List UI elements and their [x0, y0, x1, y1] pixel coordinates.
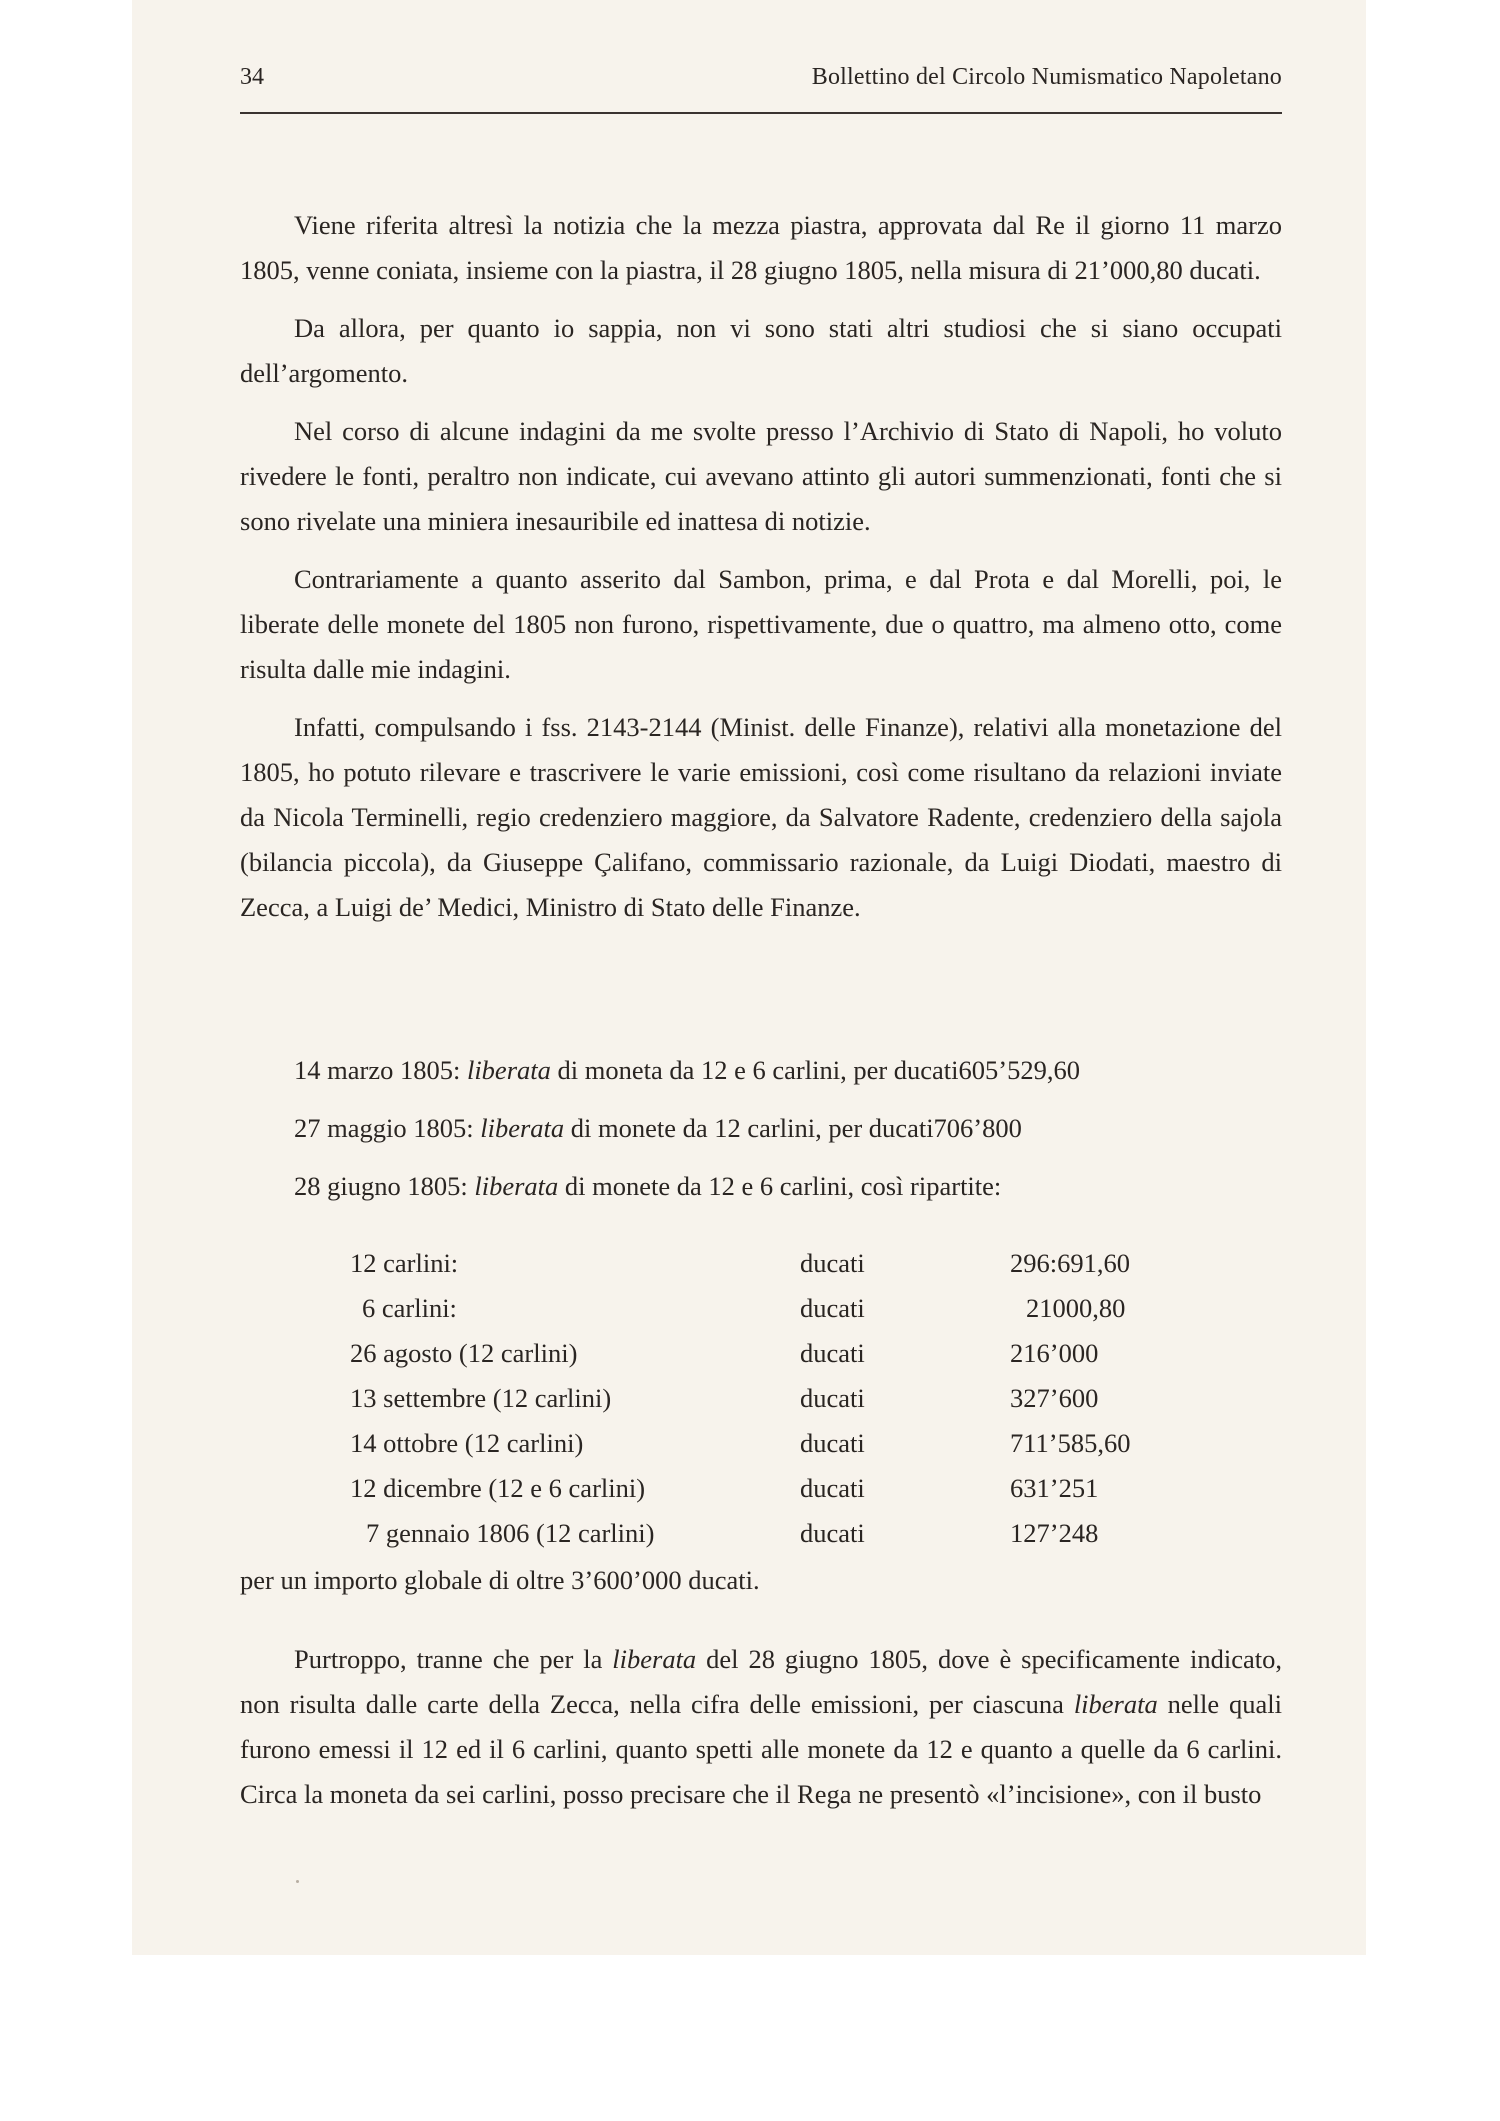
table-row [350, 1383, 1170, 1428]
row-currency: ducati [800, 1338, 865, 1368]
entry-text: di moneta da 12 e 6 carlini, per ducati605’529,60 [550, 1055, 1080, 1085]
liberata-entry [294, 1055, 1080, 1086]
table-row [350, 1428, 1170, 1473]
row-label: 26 agosto (12 carlini) [350, 1338, 578, 1368]
row-amount: 327’600 [1010, 1383, 1099, 1413]
running-title: Bollettino del Circolo Numismatico Napoletano [811, 64, 1282, 90]
entry-term: liberata [474, 1171, 559, 1201]
paragraph-5: Infatti, compulsando i fss. 2143-2144 (Minist. delle Finanze), relativi alla monetazione del 1805, ho potuto rilevare e trascrivere le varie emissioni, così come risultano da relazioni inviate da Nicola Terminelli, regio credenziero maggiore, da Salvatore Radente, credenziero della sajola (bilancia piccola), da Giuseppe Çalifano, commissario razionale, da Luigi Diodati, maestro di Zecca, a Luigi de’ Medici, Ministro di Stato delle Finanze. [240, 712, 1282, 922]
row-label: 6 carlini: [362, 1293, 457, 1323]
row-amount: 127’248 [1010, 1518, 1099, 1548]
text-run: nelle quali furono emessi il 12 ed il 6 carlini, quanto spetti alle monete da 12 e quanto a quelle da 6 carlini. Circa la moneta da sei carlini, posso precisare che il Rega ne presentò «l’incisione», con il busto [240, 1689, 1282, 1809]
entry-text: di monete da 12 carlini, per ducati706’800 [564, 1113, 1022, 1143]
row-label: 12 carlini: [350, 1248, 459, 1278]
row-label: 13 settembre (12 carlini) [350, 1383, 612, 1413]
row-currency: ducati [800, 1428, 865, 1458]
row-amount: 216’000 [1010, 1338, 1099, 1368]
entry-term: liberata [466, 1055, 551, 1085]
entry-date: 14 marzo 1805: [294, 1055, 461, 1085]
liberata-term: liberata [612, 1644, 697, 1674]
row-currency: ducati [800, 1248, 865, 1278]
entry-term: liberata [480, 1113, 565, 1143]
liberata-entry [294, 1113, 1022, 1144]
body-text-lower [240, 1637, 1282, 1817]
page-number: 34 [240, 64, 264, 90]
page-header [240, 62, 1282, 114]
row-label: 14 ottobre (12 carlini) [350, 1428, 584, 1458]
row-amount: 21000,80 [1026, 1293, 1126, 1323]
row-currency: ducati [800, 1473, 865, 1503]
text-run: Purtroppo, tranne che per la [294, 1644, 613, 1674]
row-currency: ducati [800, 1518, 865, 1548]
total-summary: per un importo globale di oltre 3’600’000 ducati. [240, 1565, 760, 1595]
row-currency: ducati [800, 1383, 865, 1413]
paragraph-final [240, 1637, 1282, 1817]
entry-date: 27 maggio 1805: [294, 1113, 474, 1143]
table-row [350, 1473, 1170, 1518]
row-amount: 296:691,60 [1010, 1248, 1130, 1278]
entry-text: di monete da 12 e 6 carlini, così ripartite: [558, 1171, 1002, 1201]
table-row [350, 1518, 1170, 1563]
text-run: del 28 giugno 1805, dove è specificamente indicato, non risulta dalle carte della Zecca, nella cifra delle emissioni, per ciascuna [240, 1644, 1282, 1719]
table-row [350, 1293, 1170, 1338]
row-amount: 631’251 [1010, 1473, 1099, 1503]
print-speck [296, 1880, 299, 1883]
row-currency: ducati [800, 1293, 865, 1323]
row-label: 7 gennaio 1806 (12 carlini) [366, 1518, 655, 1548]
row-label: 12 dicembre (12 e 6 carlini) [350, 1473, 646, 1503]
paragraph-1: Viene riferita altresì la notizia che la mezza piastra, approvata dal Re il giorno 11 marzo 1805, venne coniata, insieme con la piastra, il 28 giugno 1805, nella misura di 21’000,80 ducati. [240, 210, 1282, 285]
body-text-upper [240, 203, 1282, 930]
paragraph-4: Contrariamente a quanto asserito dal Sambon, prima, e dal Prota e dal Morelli, poi, le liberate delle monete del 1805 non furono, rispettivamente, due o quattro, ma almeno otto, come risulta dalle mie indagini. [240, 564, 1282, 684]
liberata-entry [294, 1171, 1001, 1202]
paragraph-2: Da allora, per quanto io sappia, non vi sono stati altri studiosi che si siano occupati dell’argomento. [240, 313, 1282, 388]
table-row [350, 1248, 1170, 1293]
entry-date: 28 giugno 1805: [294, 1171, 468, 1201]
liberata-term: liberata [1073, 1689, 1158, 1719]
row-amount: 711’585,60 [1010, 1428, 1131, 1458]
paragraph-3: Nel corso di alcune indagini da me svolte presso l’Archivio di Stato di Napoli, ho voluto rivedere le fonti, peraltro non indicate, cui avevano attinto gli autori summenzionati, fonti che si sono rivelate una miniera inesauribile ed inattesa di notizie. [240, 416, 1282, 536]
table-row [350, 1338, 1170, 1383]
